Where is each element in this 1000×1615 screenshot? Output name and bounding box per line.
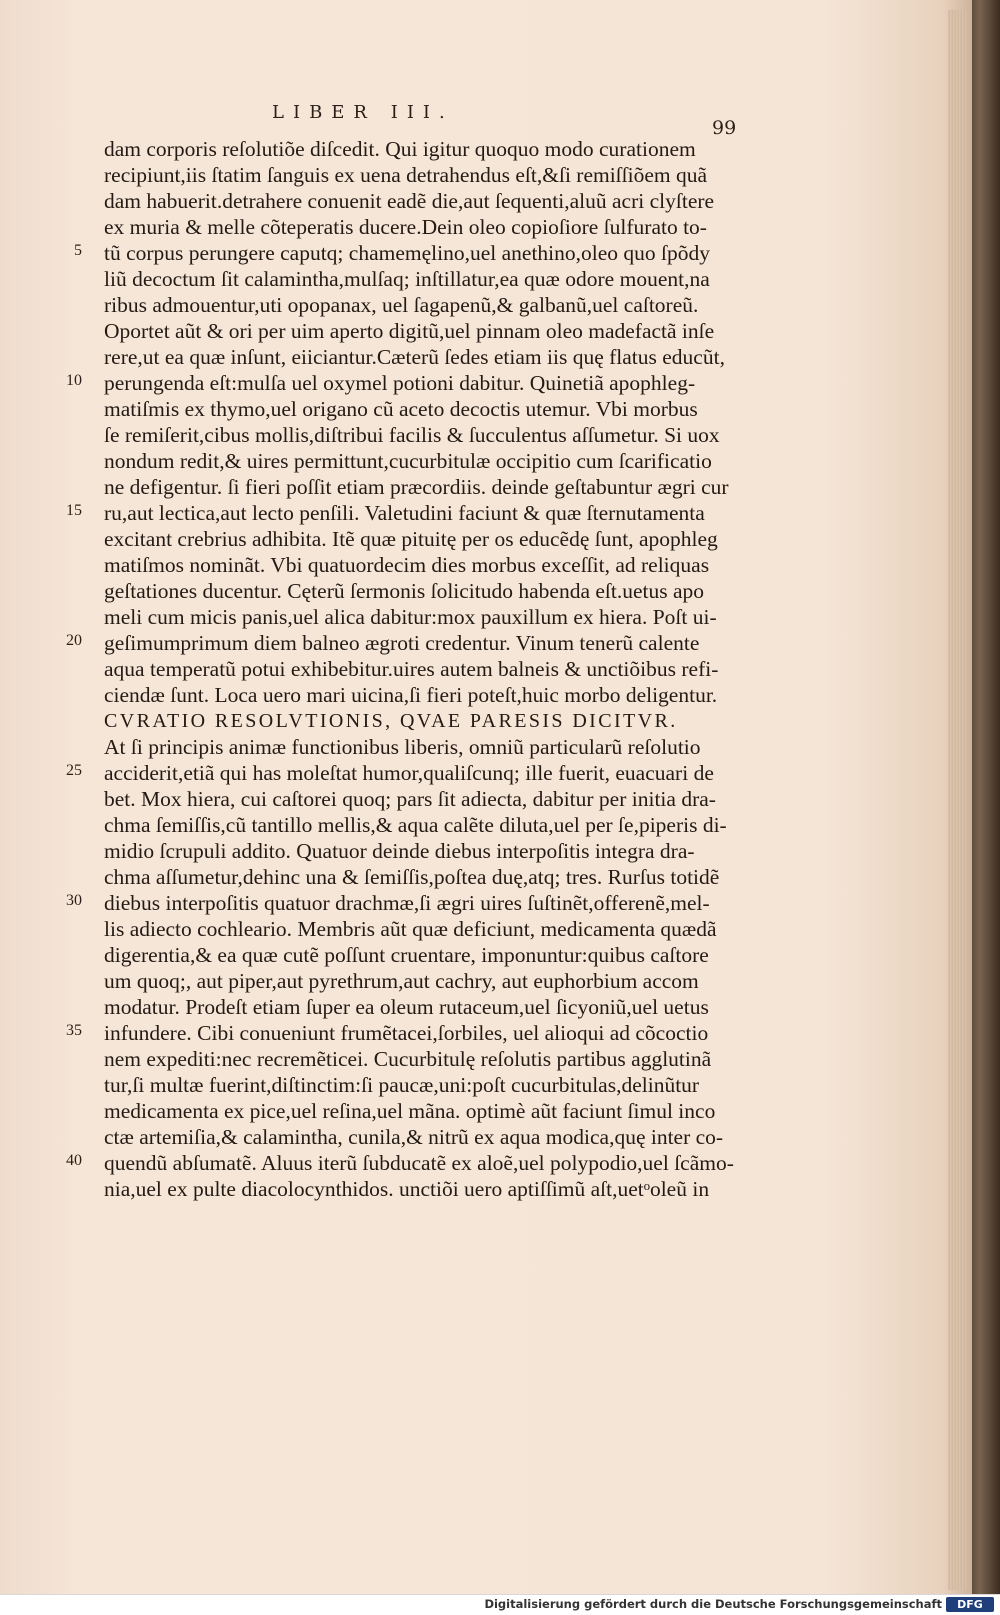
text-line: ne defigentur. ſi fieri poſſit etiam præcordiis. deinde geſtabuntur ægri cur (104, 475, 729, 499)
text-line: At ſi principis animæ functionibus liberis, omniũ particularũ reſolutio (104, 735, 701, 759)
text-line: ribus admouentur,uti opopanax, uel ſagapenũ,& galbanũ,uel caſtoreũ. (104, 293, 699, 317)
line-number: 15 (66, 502, 82, 519)
text-line: infundere. Cibi conueniunt frumẽtacei,ſorbiles, uel alioqui ad cõcoctio (104, 1021, 709, 1045)
line-number: 25 (66, 762, 82, 779)
text-line: meli cum micis panis,uel alica dabitur:mox pauxillum ex hiera. Poſt ui- (104, 605, 717, 629)
text-line: dam habuerit.detrahere conuenit eadẽ die,aut ſequenti,aluũ acri clyſtere (104, 189, 715, 213)
text-line: bet. Mox hiera, cui caſtorei quoq; pars ſit adiecta, dabitur per initia dra- (104, 787, 716, 811)
page-edge (948, 10, 968, 1590)
text-line: um quoq;, aut piper,aut pyrethrum,aut cachry, aut euphorbium accom (104, 969, 699, 993)
text-line: ciendæ ſunt. Loca uero mari uicina,ſi fieri poteſt,huic morbo deligentur. (104, 683, 718, 707)
text-line: excitant crebrius adhibita. Itẽ quæ pituitę per os educẽdę ſunt, apophleg (104, 527, 718, 551)
text-line: quendũ abſumatẽ. Aluus iterũ ſubducatẽ ex aloẽ,uel polypodio,uel ſcãmo- (104, 1151, 734, 1175)
text-line: Oportet aũt & ori per uim aperto digitũ,uel pinnam oleo madefactã inſe (104, 319, 715, 343)
page-number: 99 (712, 117, 737, 139)
text-line: nem expediti:nec recremẽticei. Cucurbitulę reſolutis partibus agglutinã (104, 1047, 712, 1071)
text-line: ctæ artemiſia,& calamintha, cunila,& nitrũ ex aqua modica,quę inter co- (104, 1125, 724, 1149)
text-line: matiſmis ex thymo,uel origano cũ aceto decoctis utemur. Vbi morbus (104, 397, 698, 421)
text-line: chma ſemiſſis,cũ tantillo mellis,& aqua calẽte diluta,uel per ſe,piperis di- (104, 813, 727, 837)
text-line: dam corporis reſolutiõe diſcedit. Qui igitur quoquo modo curationem (104, 137, 696, 161)
line-number: 20 (66, 632, 82, 649)
line-number: 30 (66, 892, 82, 909)
section-heading: CVRATIO RESOLVTIONIS, QVAE PARESIS DICITVR. (104, 710, 678, 732)
text-line: liũ decoctum ſit calamintha,mulſaq; inſtillatur,ea quæ odore mouent,na (104, 267, 710, 291)
text-line: chma aſſumetur,dehinc una & ſemiſſis,poſtea duę,atq; tres. Rurſus totidẽ (104, 865, 720, 889)
text-line: digerentia,& ea quæ cutẽ poſſunt cruentare, imponuntur:quibus caſtore (104, 943, 709, 967)
text-line: diebus interpoſitis quatuor drachmæ,ſi ægri uires ſuſtinẽt,offerenẽ,mel- (104, 891, 710, 915)
text-line: geſimumprimum diem balneo ægroti credentur. Vinum tenerũ calente (104, 631, 700, 655)
text-line: aqua temperatũ potui exhibebitur.uires autem balneis & unctiõibus refi- (104, 657, 719, 681)
text-line: nondum redit,& uires permittunt,cucurbitulæ occipitio cum ſcarificatio (104, 449, 712, 473)
dfg-logo: DFG (946, 1597, 994, 1612)
line-number: 10 (66, 372, 82, 389)
text-line: geſtationes ducentur. Cęterũ ſermonis ſolicitudo habenda eſt.uetus apo (104, 579, 705, 603)
text-line: ſe remiſerit,cibus mollis,diſtribui facilis & ſucculentus aſſumetur. Si uox (104, 423, 720, 447)
line-number: 40 (66, 1152, 82, 1169)
text-line: midio ſcrupuli addito. Quatuor deinde diebus interpoſitis integra dra- (104, 839, 695, 863)
text-line: perungenda eſt:mulſa uel oxymel potioni dabitur. Quinetiã apophleg- (104, 371, 696, 395)
line-number: 35 (66, 1022, 82, 1039)
text-line: ex muria & melle cõteperatis ducere.Dein oleo copioſiore ſulfurato to- (104, 215, 707, 239)
text-line: tur,ſi multæ fuerint,diſtinctim:ſi paucæ,uni:poſt cucurbitulas,delinũtur (104, 1073, 700, 1097)
text-line: modatur. Prodeſt etiam ſuper ea oleum rutaceum,uel ſicyoniũ,uel uetus (104, 995, 709, 1019)
funding-credit: Digitalisierung gefördert durch die Deutsche Forschungsgemeinschaft (484, 1597, 942, 1611)
text-line: ru,aut lectica,aut lecto penſili. Valetudini faciunt & quæ ſternutamenta (104, 501, 705, 525)
text-line: recipiunt,iis ſtatim ſanguis ex uena detrahendus eſt,&ſi remiſſiõem quã (104, 163, 708, 187)
text-line: acciderit,etiã qui has moleſtat humor,qualiſcunq; ille fuerit, euacuari de (104, 761, 714, 785)
text-line: matiſmos nominãt. Vbi quatuordecim dies morbus exceſſit, ad reliquas (104, 553, 710, 577)
text-line: lis adiecto cochleario. Membris aũt quæ deficiunt, medicamenta quædã (104, 917, 717, 941)
footer-bar (0, 1594, 1000, 1615)
running-head: LIBER III. (272, 102, 454, 123)
text-line: nia,uel ex pulte diacolocynthidos. unctiõi uero aptiſſimũ aſt,uetᵒoleũ in (104, 1177, 710, 1201)
text-line: medicamenta ex pice,uel reſina,uel mãna. optimè aũt faciunt ſimul inco (104, 1099, 716, 1123)
text-line: tũ corpus perungere caputq; chamemęlino,uel anethino,oleo quo ſpõdy (104, 241, 710, 265)
line-number: 5 (74, 242, 82, 259)
text-line: rere,ut ea quæ inſunt, eiiciantur.Cæterũ ſedes etiam iis quę flatus educũt, (104, 345, 725, 369)
